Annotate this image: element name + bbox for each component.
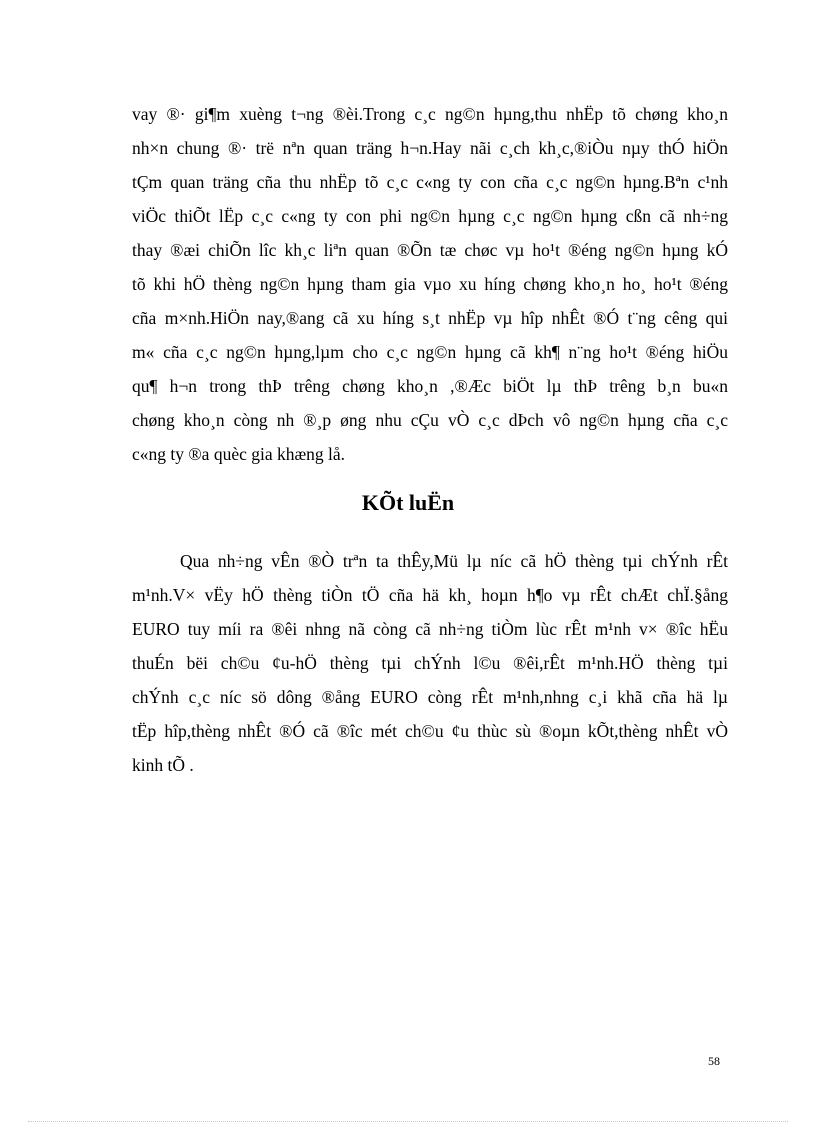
paragraph-line: thuÉn bëi ch©u ¢u-hÖ thèng tµi chÝnh l©u ®êi,rÊt m¹nh.HÖ thèng tµi [132,653,728,673]
paragraph-line: m« cña c¸c ng©n hµng,lµm cho c¸c ng©n hµng cã kh¶ n¨ng ho¹t ®éng hiÖu [132,342,728,362]
section-heading: KÕt luËn [361,490,455,515]
paragraph-line: tÇm quan träng cña thu nhËp tõ c¸c c«ng ty con cña c¸c ng©n hµng.Bªn c¹nh [132,172,728,192]
paragraph-line: cña m×nh.HiÖn nay,®ang cã xu híng s¸t nhËp vµ hîp nhÊt ®Ó t¨ng cêng qui [132,308,728,328]
paragraph-line: tõ khi hÖ thèng ng©n hµng tham gia vµo xu híng chøng kho¸n ho¸ ho¹t ®éng [132,274,728,294]
page-bottom-rule [28,1121,788,1122]
paragraph-line: vay ®· gi¶m xuèng t¬ng ®èi.Trong c¸c ng©n hµng,thu nhËp tõ chøng kho¸n [132,104,728,124]
paragraph-line: qu¶ h¬n trong thÞ trêng chøng kho¸n ,®Æc biÖt lµ thÞ trêng b¸n bu«n [132,376,728,396]
paragraph-line: kinh tÕ . [132,755,194,775]
paragraph-line: viÖc thiÕt lËp c¸c c«ng ty con phi ng©n hµng c¸c ng©n hµng cßn cã nh÷ng [132,206,728,226]
paragraph-line: EURO tuy míi ra ®êi nhng nã còng cã nh÷ng tiÒm lùc rÊt m¹nh v× ®îc hËu [132,619,728,639]
paragraph-line: m¹nh.V× vËy hÖ thèng tiÒn tÖ cña hä kh¸ hoµn h¶o vµ rÊt chÆt chÏ.§ång [132,585,728,605]
paragraph-line: chÝnh c¸c níc sö dông ®ång EURO còng rÊt m¹nh,nhng c¸i khã cña hä lµ [132,687,728,707]
paragraph-line: thay ®æi chiÕn lîc kh¸c liªn quan ®Õn tæ chøc vµ ho¹t ®éng ng©n hµng kÓ [132,240,728,260]
paragraph-line: tËp hîp,thèng nhÊt ®Ó cã ®îc mét ch©u ¢u thùc sù ®oµn kÕt,thèng nhÊt vÒ [132,721,728,741]
page-number: 58 [708,1054,720,1068]
paragraph-line: c«ng ty ®a quèc gia khæng lå. [132,444,346,464]
paragraph-line: nh×n chung ®· trë nªn quan träng h¬n.Hay nãi c¸ch kh¸c,®iÒu nµy thÓ hiÖn [132,138,728,158]
paragraph-line: Qua nh÷ng vÊn ®Ò trªn ta thÊy,Mü lµ níc cã hÖ thèng tµi chÝnh rÊt [180,551,728,571]
paragraph-line: chøng kho¸n còng nh ®¸p øng nhu cÇu vÒ c¸c dÞch vô ng©n hµng cña c¸c [132,410,728,430]
